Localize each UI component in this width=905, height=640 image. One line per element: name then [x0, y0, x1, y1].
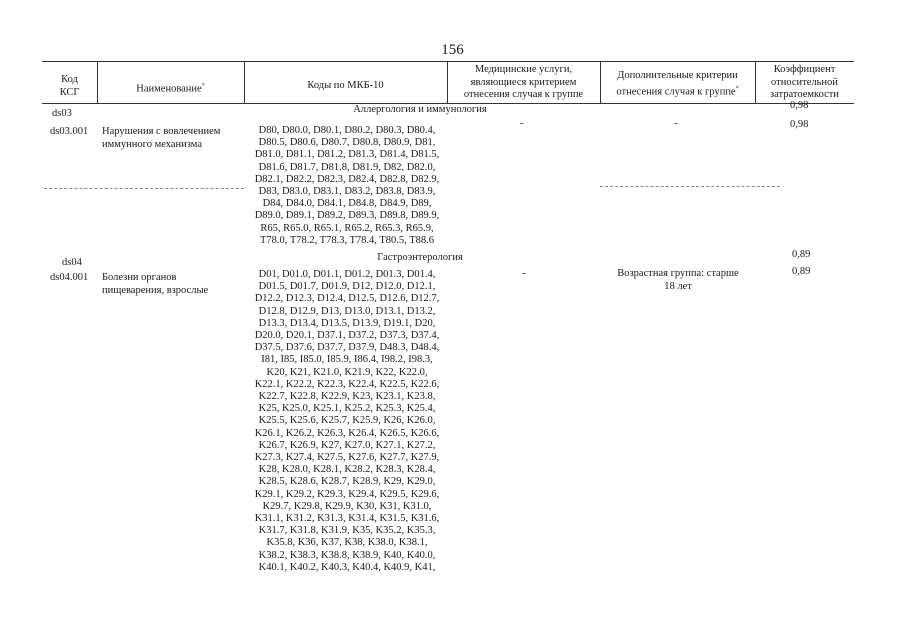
section-coef: 0,89 [792, 249, 811, 260]
mkb-code-line: T78.0, T78.2, T78.3, T78.4, T80.5, T88.6 [259, 234, 435, 246]
mkb-code-line: K27.3, K27.4, K27.5, K27.6, K27.7, K27.9, [254, 452, 440, 464]
section-coef: 0,98 [790, 100, 809, 111]
mkb-code-line: K25, K25.0, K25.1, K25.2, K25.3, K25.4, [258, 403, 436, 415]
mkb-code-line: K25.5, K25.6, K25.7, K25.9, K26, K26.0, [258, 415, 436, 427]
row-code: ds03.001 [50, 126, 89, 137]
row-coef: 0,89 [792, 266, 811, 277]
mkb-code-line: K40.1, K40.2, K40.3, K40.4, K40.9, K41, [258, 561, 436, 573]
header-coef: Коэффициент относительной затратоемкости [770, 64, 839, 100]
mkb-code-line: K35.8, K36, K37, K38, K38.0, K38.1, [266, 537, 428, 549]
header-name: Наименование* [136, 83, 205, 95]
mkb-code-line: K28, K28.0, K28.1, K28.2, K28.3, K28.4, [258, 464, 436, 476]
row-name: Болезни органов пищеварения, взрослые [102, 272, 209, 296]
mkb-code-line: K26.7, K26.9, K27, K27.0, K27.1, K27.2, [258, 439, 436, 451]
mkb-code-line: K29.1, K29.2, K29.3, K29.4, K29.5, K29.6, [254, 488, 440, 500]
mkb-code-line: D83, D83.0, D83.1, D83.2, D83.8, D83.9, [258, 186, 436, 198]
section-title: Гастроэнтерология [377, 252, 463, 263]
mkb-code-line: D82.1, D82.2, D82.3, D82.4, D82.8, D82.9, [254, 173, 440, 185]
section-code: ds03 [52, 108, 72, 119]
mkb-code-line: K20, K21, K21.0, K21.9, K22, K22.0, [266, 366, 428, 378]
page-number: 156 [441, 42, 464, 58]
mkb-code-line: R65, R65.0, R65.1, R65.2, R65.3, R65.9, [260, 222, 434, 234]
mkb-code-line: K22.1, K22.2, K22.3, K22.4, K22.5, K22.6, [254, 378, 440, 390]
mkb-code-line: D01, D01.0, D01.1, D01.2, D01.3, D01.4, [258, 269, 436, 280]
scan-artifact-line [44, 188, 244, 189]
mkb-code-line: D13.3, D13.4, D13.5, D13.9, D19.1, D20, [258, 317, 436, 329]
mkb-code-line: D20.0, D20.1, D37.1, D37.2, D37.3, D37.4, [254, 330, 440, 342]
header-code: Код КСГ [59, 74, 80, 98]
section-code: ds04 [62, 257, 82, 268]
row-code: ds04.001 [50, 272, 89, 283]
mkb-code-line: D80.5, D80.6, D80.7, D80.8, D80.9, D81, [258, 137, 436, 149]
mkb-code-line: D89.0, D89.1, D89.2, D89.3, D89.8, D89.9, [254, 210, 440, 222]
row-name: Нарушения с вовлечением иммунного механизма [102, 126, 221, 150]
row-services: - [522, 268, 526, 279]
header-services: Медицинские услуги, являющиеся критерием отнесения случая к группе [463, 64, 584, 100]
row-criteria: Возрастная группа: старше 18 лет [617, 268, 739, 292]
mkb-code-line: D37.5, D37.6, D37.7, D37.9, D48.3, D48.4, [254, 342, 440, 354]
mkb-codes-list [247, 125, 447, 247]
header-top-rule [42, 61, 854, 62]
mkb-code-line: I81, I85, I85.0, I85.9, I86.4, I98.2, I98.3, [261, 354, 433, 366]
mkb-code-line: D80, D80.0, D80.1, D80.2, D80.3, D80.4, [258, 125, 436, 136]
row-criteria: - [674, 118, 678, 129]
section-title: Аллергология и иммунология [353, 104, 487, 115]
mkb-code-line: K26.1, K26.2, K26.3, K26.4, K26.5, K26.6, [254, 427, 440, 439]
row-coef: 0,98 [790, 119, 809, 130]
mkb-code-line: K31.1, K31.2, K31.3, K31.4, K31.5, K31.6, [254, 513, 440, 525]
row-services: - [520, 118, 524, 129]
mkb-code-line: D12.2, D12.3, D12.4, D12.5, D12.6, D12.7, [254, 293, 440, 305]
mkb-code-line: D81.6, D81.7, D81.8, D81.9, D82, D82.0, [258, 161, 436, 173]
mkb-code-line: D81.0, D81.1, D81.2, D81.3, D81.4, D81.5, [254, 149, 440, 161]
mkb-code-line: K22.7, K22.8, K22.9, K23, K23.1, K23.8, [258, 391, 436, 403]
mkb-code-line: K31.7, K31.8, K31.9, K35, K35.2, K35.3, [258, 525, 436, 537]
mkb-codes-list [247, 269, 447, 574]
mkb-code-line: D01.5, D01.7, D01.9, D12, D12.0, D12.1, [258, 281, 436, 293]
mkb-code-line: K28.5, K28.6, K28.7, K28.9, K29, K29.0, [258, 476, 436, 488]
mkb-code-line: D12.8, D12.9, D13, D13.0, D13.1, D13.2, [258, 305, 436, 317]
header-mkb: Коды по МКБ-10 [307, 80, 384, 91]
header-criteria: Дополнительные критерии отнесения случая к группе* [616, 70, 739, 97]
mkb-code-line: D84, D84.0, D84.1, D84.8, D84.9, D89, [262, 198, 432, 210]
scan-artifact-line [600, 186, 780, 187]
mkb-code-line: K29.7, K29.8, K29.9, K30, K31, K31.0, [262, 500, 432, 512]
mkb-code-line: K38.2, K38.3, K38.8, K38.9, K40, K40.0, [258, 549, 436, 561]
